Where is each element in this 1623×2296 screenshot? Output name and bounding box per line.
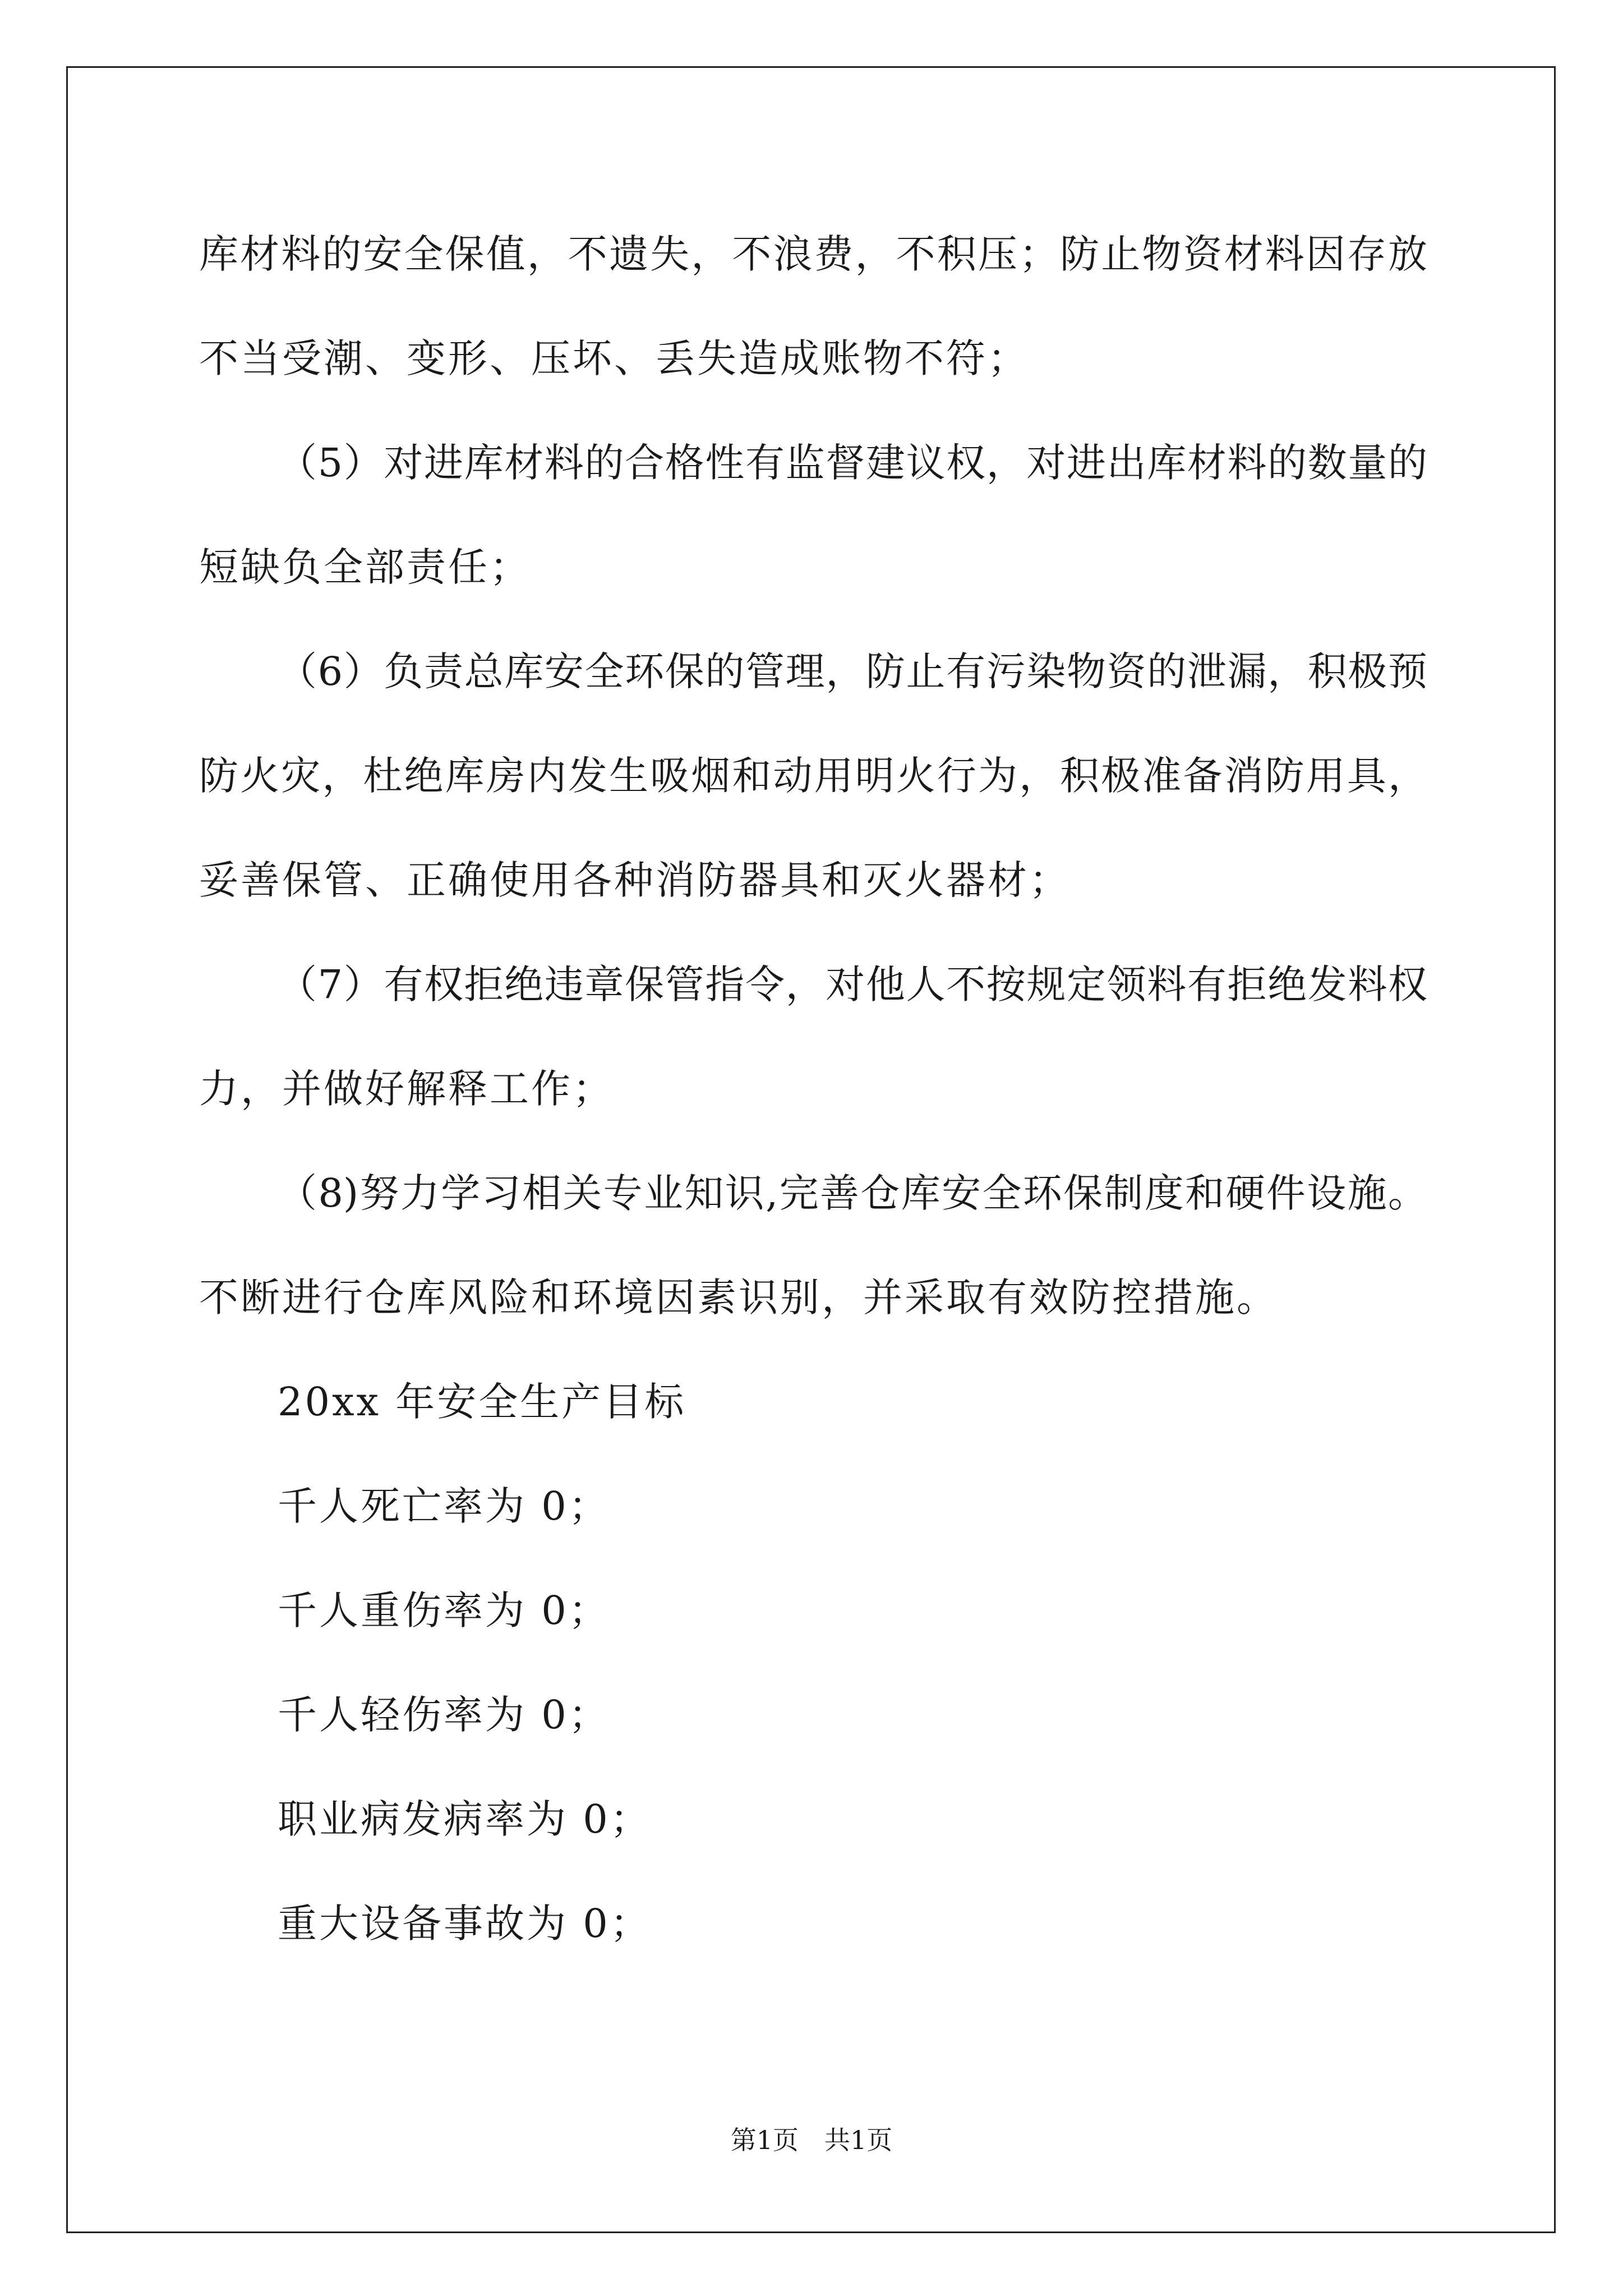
target-item: 职业病发病率为 0； [278,1796,652,1842]
body-line: （6）负责总库安全环保的管理，防止有污染物资的泄漏，积极预 [278,648,1427,694]
body-line: 库材料的安全保值，不遗失，不浪费，不积压；防止物资材料因存放 [199,231,1427,277]
target-item: 重大设备事故为 0； [278,1901,652,1947]
body-line: 防火灾，杜绝库房内发生吸烟和动用明火行为，积极准备消防用具， [199,753,1427,799]
body-line: （7）有权拒绝违章保管指令，对他人不按规定领料有拒绝发料权 [278,961,1427,1007]
page-number: 第1页 共1页 [730,2125,893,2155]
target-item: 千人重伤率为 0； [278,1588,610,1634]
body-line: 不当受潮、变形、压坏、丢失造成账物不符； [199,335,1029,381]
body-line: （5）对进库材料的合格性有监督建议权，对进出库材料的数量的 [278,440,1427,486]
body-line: （8)努力学习相关专业知识,完善仓库安全环保制度和硬件设施。 [278,1170,1427,1216]
body-line: 妥善保管、正确使用各种消防器具和灭火器材； [199,857,1071,903]
body-line: 不断进行仓库风险和环境因素识别，并采取有效防控措施。 [199,1274,1278,1320]
target-item: 千人死亡率为 0； [278,1483,610,1529]
document-body [199,202,1427,1976]
body-line: 力，并做好解释工作； [199,1066,614,1112]
body-line: 短缺负全部责任； [199,544,531,590]
target-item: 千人轻伤率为 0； [278,1692,610,1738]
section-heading: 20xx 年安全生产目标 [278,1379,686,1425]
